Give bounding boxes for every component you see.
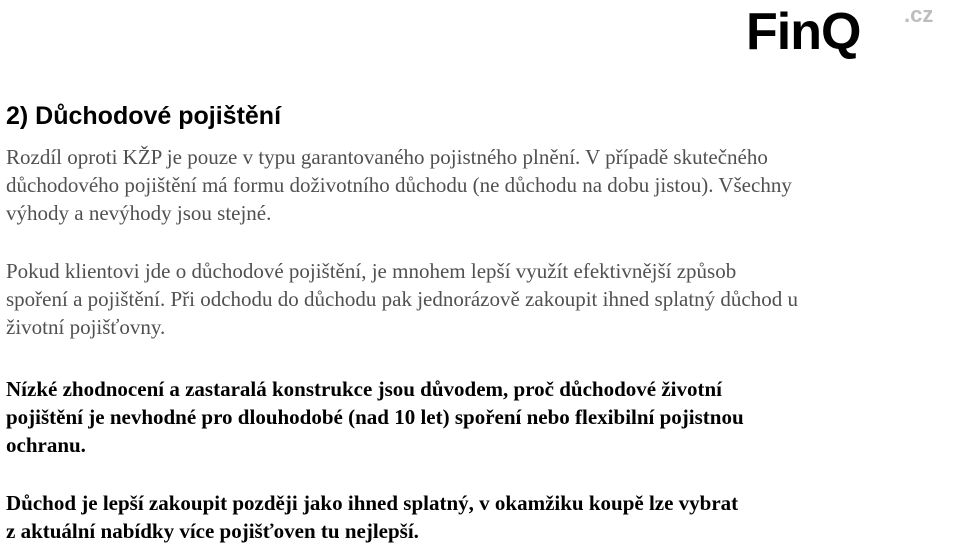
paragraph-line: spoření a pojištění. Při odchodu do důchodu pak jednorázově zakoupit ihned splatný důchod u xyxy=(6,287,799,311)
paragraph-line: výhody a nevýhody jsou stejné. xyxy=(6,201,272,225)
logo-domain-suffix: .cz xyxy=(904,2,934,27)
logo-wordmark: FinQ xyxy=(746,3,861,61)
paragraph-line: důchodového pojištění má formu doživotního důchodu (ne důchodu na dobu jistou). Všechny xyxy=(6,173,792,197)
paragraph-line: Rozdíl oproti KŽP je pouze v typu garantovaného pojistného plnění. V případě skutečného xyxy=(6,145,768,169)
paragraph-line: Důchod je lepší zakoupit později jako ihned splatný, v okamžiku koupě lze vybrat xyxy=(6,491,739,515)
paragraph-recommendation xyxy=(6,257,956,341)
paragraph-line: z aktuální nabídky více pojišťoven tu nejlepší. xyxy=(6,519,419,543)
paragraph-line: Nízké zhodnocení a zastaralá konstrukce jsou důvodem, proč důchodové životní xyxy=(6,377,722,401)
paragraph-line: životní pojišťovny. xyxy=(6,315,166,339)
paragraph-line: Pokud klientovi jde o důchodové pojištění, je mnohem lepší využít efektivnější způsob xyxy=(6,259,737,283)
paragraph-difference xyxy=(6,143,956,227)
paragraph-low-return xyxy=(6,375,956,459)
paragraph-line: pojištění je nevhodné pro dlouhodobé (nad 10 let) spoření nebo flexibilní pojistnou xyxy=(6,405,744,429)
page-title: 2) Důchodové pojištění xyxy=(6,102,282,130)
paragraph-line: ochranu. xyxy=(6,433,86,457)
paragraph-buy-later xyxy=(6,489,956,545)
finq-logo xyxy=(746,4,958,60)
